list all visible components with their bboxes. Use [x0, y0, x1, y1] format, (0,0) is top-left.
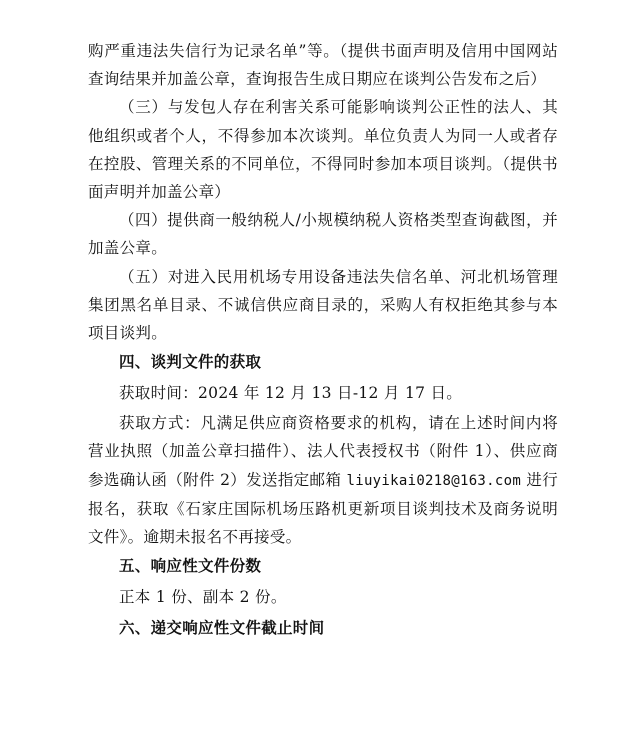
copies-line: 正本 1 份、副本 2 份。 — [119, 588, 287, 607]
acquisition-method-text-end: 进行报名，获取《石家庄国际机场压路机更新项目谈判技术及商务说明文件》。逾期未报名不再接受。 — [88, 470, 559, 547]
section-6-heading: 六、递交响应性文件截止时间 — [119, 619, 325, 638]
paragraph-item-3: （三）与发包人存在利害关系可能影响谈判公正性的法人、其他组织或者个人，不得参加本次谈判。单位负责人为同一人或者存在控股、管理关系的不同单位，不得同时参加本项目谈判。（提供书面声明并加盖公章） — [88, 98, 558, 202]
acquisition-method — [88, 409, 558, 551]
paragraph-item-5: （五）对进入民用机场专用设备违法失信名单、河北机场管理集团黑名单目录、不诚信供应商目录的，采购人有权拒绝其参与本项目谈判。 — [88, 267, 558, 343]
acquisition-time: 获取时间：2024 年 12 月 13 日-12 月 17 日。 — [119, 384, 463, 403]
document-page — [88, 37, 558, 644]
section-5-heading: 五、响应性文件份数 — [119, 557, 262, 576]
acquisition-method-text: 获取方式：凡满足供应商资格要求的机构，请在上述时间内将营业执照（加盖公章扫描件）、法人代表授权书（附件 1）、供应商参选确认函（附件 2）发送指定邮箱 — [88, 414, 558, 489]
paragraph-item-4: （四）提供商一般纳税人/小规模纳税人资格类型查询截图，并加盖公章。 — [88, 211, 558, 258]
email-address: liuyikai0218@163.com — [346, 472, 522, 489]
section-4-heading: 四、谈判文件的获取 — [119, 353, 262, 372]
paragraph-credit-requirement: 购严重违法失信行为记录名单”等。（提供书面声明及信用中国网站查询结果并加盖公章，查询报告生成日期应在谈判公告发布之后） — [88, 42, 558, 89]
